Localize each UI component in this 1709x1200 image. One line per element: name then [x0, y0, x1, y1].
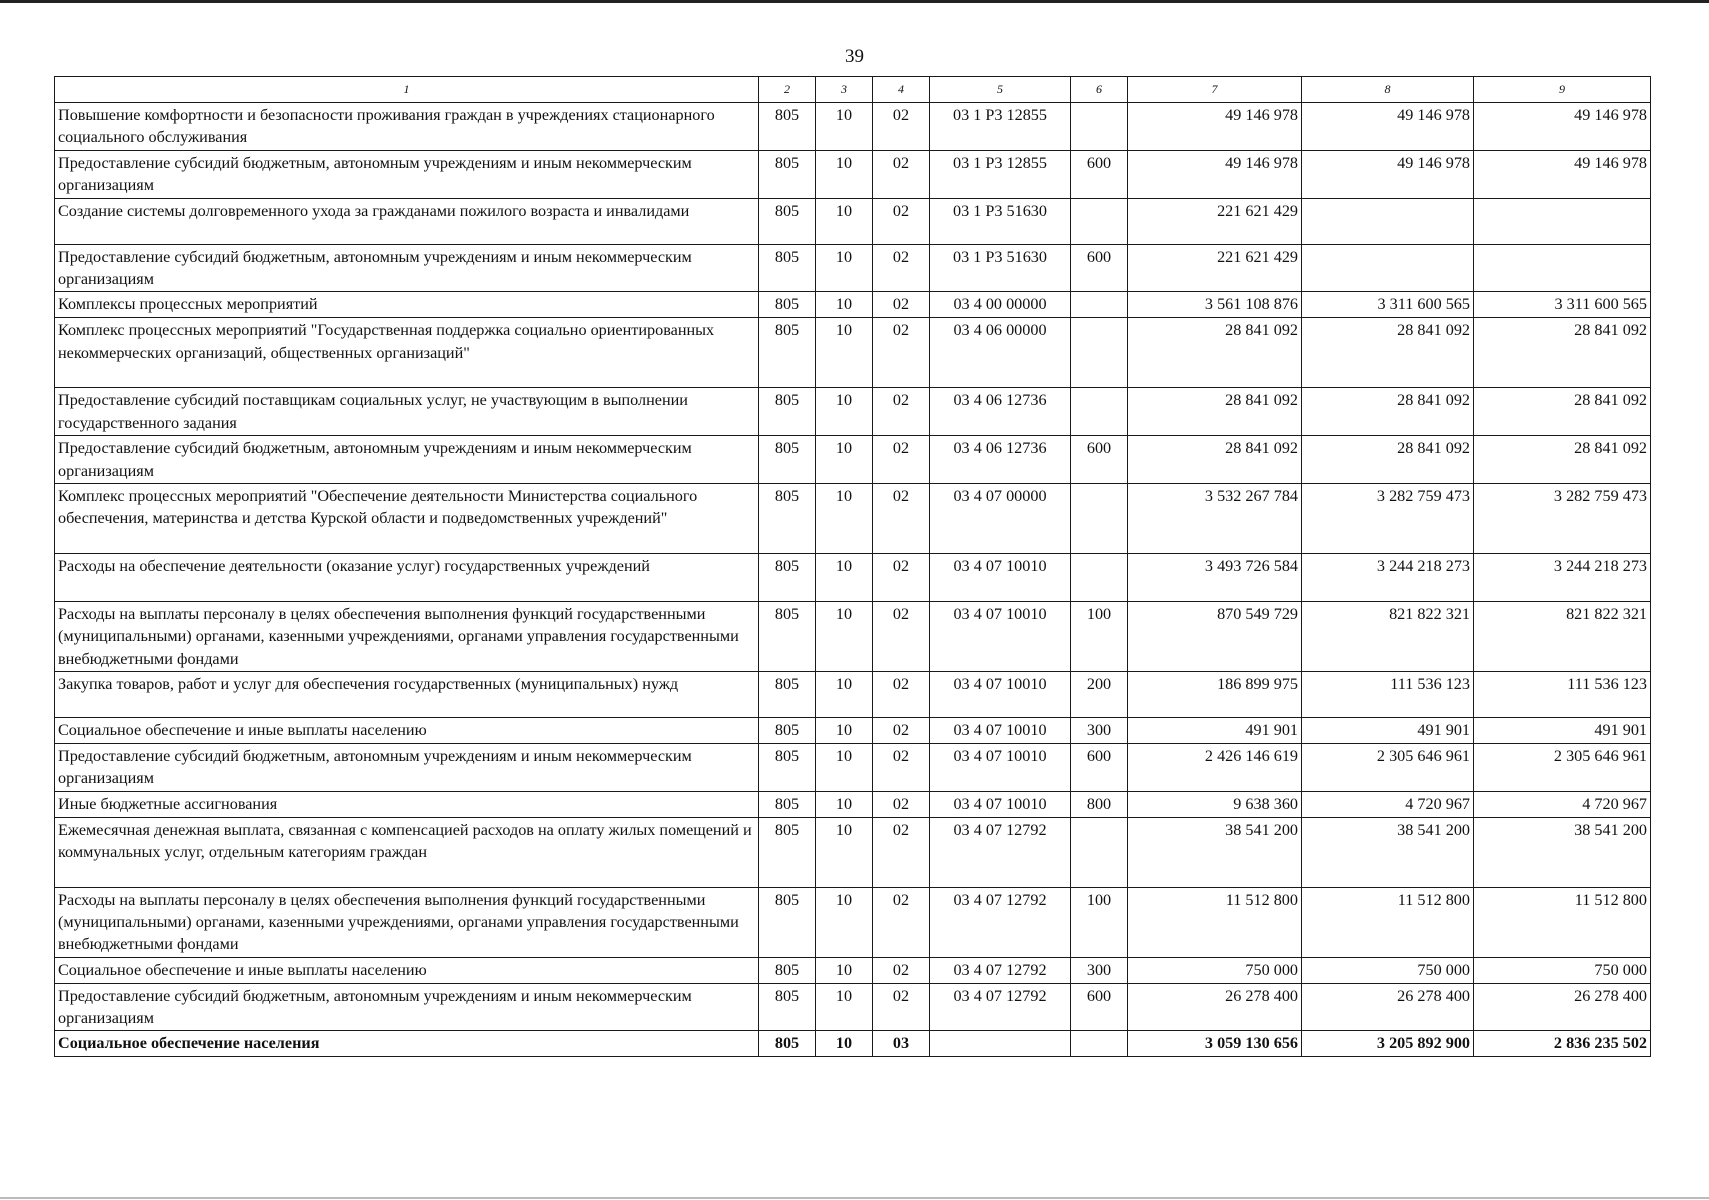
table-row [55, 103, 1651, 151]
table-row [55, 671, 1651, 717]
table-row [55, 553, 1651, 601]
row-admin-code: 805 [759, 244, 816, 292]
row-admin-code: 805 [759, 717, 816, 743]
row-amount-col8: 3 244 218 273 [1302, 553, 1474, 601]
row-name: Расходы на выплаты персоналу в целях обеспечения выполнения функций государственными (муниципальными) органами, казенными учреждениями, органами управления государственными внебюджетными фондами [55, 887, 759, 957]
row-section-code: 10 [816, 957, 873, 983]
row-target-article: 03 1 Р3 12855 [930, 103, 1071, 151]
row-expense-type [1071, 483, 1128, 553]
row-amount-col8: 28 841 092 [1302, 318, 1474, 388]
row-expense-type: 100 [1071, 887, 1128, 957]
row-amount-col8: 3 282 759 473 [1302, 483, 1474, 553]
row-amount-col7: 38 541 200 [1128, 817, 1302, 887]
row-amount-col9 [1474, 244, 1651, 292]
row-section-code: 10 [816, 601, 873, 671]
row-admin-code: 805 [759, 957, 816, 983]
table-row [55, 887, 1651, 957]
row-section-code: 10 [816, 244, 873, 292]
row-expense-type [1071, 292, 1128, 318]
row-name: Комплекс процессных мероприятий "Государственная поддержка социально ориентированных некоммерческих организаций, общественных организаций" [55, 318, 759, 388]
row-amount-col9: 28 841 092 [1474, 318, 1651, 388]
row-subsection-code: 02 [873, 103, 930, 151]
column-header: 1 [55, 77, 759, 103]
row-target-article: 03 4 07 10010 [930, 671, 1071, 717]
row-section-code: 10 [816, 791, 873, 817]
row-section-code: 10 [816, 151, 873, 199]
row-section-code: 10 [816, 1031, 873, 1057]
row-section-code: 10 [816, 292, 873, 318]
row-amount-col8: 28 841 092 [1302, 436, 1474, 484]
row-amount-col7: 3 561 108 876 [1128, 292, 1302, 318]
table-row [55, 483, 1651, 553]
row-admin-code: 805 [759, 817, 816, 887]
row-admin-code: 805 [759, 151, 816, 199]
row-name: Социальное обеспечение и иные выплаты населению [55, 717, 759, 743]
row-subsection-code: 02 [873, 791, 930, 817]
row-amount-col9: 821 822 321 [1474, 601, 1651, 671]
row-admin-code: 805 [759, 436, 816, 484]
row-amount-col8: 49 146 978 [1302, 103, 1474, 151]
row-amount-col7: 221 621 429 [1128, 244, 1302, 292]
row-admin-code: 805 [759, 292, 816, 318]
row-amount-col8: 821 822 321 [1302, 601, 1474, 671]
row-name: Расходы на выплаты персоналу в целях обеспечения выполнения функций государственными (муниципальными) органами, казенными учреждениями, органами управления государственными внебюджетными фондами [55, 601, 759, 671]
table-row [55, 717, 1651, 743]
row-subsection-code: 02 [873, 887, 930, 957]
row-subsection-code: 02 [873, 436, 930, 484]
page-number: 39 [845, 46, 864, 67]
row-target-article [930, 1031, 1071, 1057]
row-name: Предоставление субсидий бюджетным, автономным учреждениям и иным некоммерческим организациям [55, 983, 759, 1031]
row-name: Повышение комфортности и безопасности проживания граждан в учреждениях стационарного социального обслуживания [55, 103, 759, 151]
row-name: Предоставление субсидий поставщикам социальных услуг, не участвующим в выполнении государственного задания [55, 388, 759, 436]
column-header: 4 [873, 77, 930, 103]
row-admin-code: 805 [759, 553, 816, 601]
row-subsection-code: 02 [873, 717, 930, 743]
row-amount-col9: 28 841 092 [1474, 388, 1651, 436]
row-target-article: 03 4 07 10010 [930, 791, 1071, 817]
row-subsection-code: 02 [873, 244, 930, 292]
row-expense-type [1071, 318, 1128, 388]
row-subsection-code: 02 [873, 983, 930, 1031]
row-name: Расходы на обеспечение деятельности (оказание услуг) государственных учреждений [55, 553, 759, 601]
budget-table [54, 76, 1651, 1057]
row-name: Предоставление субсидий бюджетным, автономным учреждениям и иным некоммерческим организациям [55, 244, 759, 292]
row-amount-col9: 38 541 200 [1474, 817, 1651, 887]
row-section-code: 10 [816, 436, 873, 484]
row-admin-code: 805 [759, 198, 816, 244]
row-amount-col9: 3 311 600 565 [1474, 292, 1651, 318]
column-header: 7 [1128, 77, 1302, 103]
row-subsection-code: 03 [873, 1031, 930, 1057]
row-expense-type [1071, 1031, 1128, 1057]
row-section-code: 10 [816, 483, 873, 553]
row-target-article: 03 4 06 12736 [930, 388, 1071, 436]
row-subsection-code: 02 [873, 601, 930, 671]
row-name: Социальное обеспечение и иные выплаты населению [55, 957, 759, 983]
row-target-article: 03 4 07 10010 [930, 717, 1071, 743]
row-section-code: 10 [816, 717, 873, 743]
row-amount-col8 [1302, 244, 1474, 292]
row-amount-col8: 750 000 [1302, 957, 1474, 983]
table-row [55, 1031, 1651, 1057]
row-amount-col7: 28 841 092 [1128, 388, 1302, 436]
row-target-article: 03 4 07 10010 [930, 743, 1071, 791]
row-expense-type: 600 [1071, 151, 1128, 199]
row-amount-col8: 2 305 646 961 [1302, 743, 1474, 791]
row-subsection-code: 02 [873, 292, 930, 318]
row-subsection-code: 02 [873, 388, 930, 436]
row-expense-type: 600 [1071, 436, 1128, 484]
row-expense-type: 300 [1071, 717, 1128, 743]
column-header: 8 [1302, 77, 1474, 103]
row-subsection-code: 02 [873, 817, 930, 887]
column-header: 5 [930, 77, 1071, 103]
row-admin-code: 805 [759, 983, 816, 1031]
row-amount-col7: 186 899 975 [1128, 671, 1302, 717]
row-amount-col8: 111 536 123 [1302, 671, 1474, 717]
row-target-article: 03 4 00 00000 [930, 292, 1071, 318]
row-section-code: 10 [816, 198, 873, 244]
row-name: Комплексы процессных мероприятий [55, 292, 759, 318]
row-amount-col9: 3 244 218 273 [1474, 553, 1651, 601]
table-row [55, 292, 1651, 318]
row-name: Закупка товаров, работ и услуг для обеспечения государственных (муниципальных) нужд [55, 671, 759, 717]
row-admin-code: 805 [759, 1031, 816, 1057]
row-target-article: 03 4 06 00000 [930, 318, 1071, 388]
table-row [55, 983, 1651, 1031]
table-row [55, 388, 1651, 436]
table-row [55, 957, 1651, 983]
row-section-code: 10 [816, 103, 873, 151]
row-admin-code: 805 [759, 743, 816, 791]
row-target-article: 03 4 07 12792 [930, 887, 1071, 957]
row-expense-type [1071, 198, 1128, 244]
row-admin-code: 805 [759, 791, 816, 817]
row-subsection-code: 02 [873, 743, 930, 791]
row-name: Предоставление субсидий бюджетным, автономным учреждениям и иным некоммерческим организациям [55, 436, 759, 484]
row-amount-col7: 28 841 092 [1128, 436, 1302, 484]
table-row [55, 244, 1651, 292]
row-section-code: 10 [816, 553, 873, 601]
budget-table-body [55, 103, 1651, 1057]
table-row [55, 151, 1651, 199]
row-admin-code: 805 [759, 388, 816, 436]
row-amount-col8: 3 205 892 900 [1302, 1031, 1474, 1057]
row-admin-code: 805 [759, 887, 816, 957]
row-amount-col7: 49 146 978 [1128, 103, 1302, 151]
row-amount-col7: 2 426 146 619 [1128, 743, 1302, 791]
row-target-article: 03 4 07 12792 [930, 957, 1071, 983]
row-amount-col7: 870 549 729 [1128, 601, 1302, 671]
row-expense-type: 100 [1071, 601, 1128, 671]
row-subsection-code: 02 [873, 151, 930, 199]
row-amount-col8: 11 512 800 [1302, 887, 1474, 957]
table-row [55, 743, 1651, 791]
row-amount-col7: 491 901 [1128, 717, 1302, 743]
row-target-article: 03 4 06 12736 [930, 436, 1071, 484]
table-row [55, 198, 1651, 244]
row-admin-code: 805 [759, 483, 816, 553]
row-amount-col8: 28 841 092 [1302, 388, 1474, 436]
row-admin-code: 805 [759, 318, 816, 388]
row-amount-col8: 3 311 600 565 [1302, 292, 1474, 318]
row-amount-col9: 28 841 092 [1474, 436, 1651, 484]
table-row [55, 791, 1651, 817]
row-expense-type [1071, 817, 1128, 887]
row-name: Социальное обеспечение населения [55, 1031, 759, 1057]
row-subsection-code: 02 [873, 553, 930, 601]
row-amount-col9: 4 720 967 [1474, 791, 1651, 817]
row-amount-col7: 9 638 360 [1128, 791, 1302, 817]
scan-top-edge [0, 0, 1709, 3]
table-row [55, 436, 1651, 484]
row-amount-col8: 49 146 978 [1302, 151, 1474, 199]
row-amount-col7: 3 532 267 784 [1128, 483, 1302, 553]
row-admin-code: 805 [759, 601, 816, 671]
row-amount-col7: 11 512 800 [1128, 887, 1302, 957]
table-row [55, 817, 1651, 887]
row-section-code: 10 [816, 983, 873, 1031]
row-amount-col7: 28 841 092 [1128, 318, 1302, 388]
row-section-code: 10 [816, 671, 873, 717]
row-amount-col8: 491 901 [1302, 717, 1474, 743]
row-section-code: 10 [816, 817, 873, 887]
row-amount-col8 [1302, 198, 1474, 244]
row-amount-col7: 49 146 978 [1128, 151, 1302, 199]
row-expense-type [1071, 553, 1128, 601]
row-admin-code: 805 [759, 103, 816, 151]
row-amount-col9: 3 282 759 473 [1474, 483, 1651, 553]
row-expense-type: 600 [1071, 743, 1128, 791]
row-name: Предоставление субсидий бюджетным, автономным учреждениям и иным некоммерческим организациям [55, 743, 759, 791]
row-amount-col9: 49 146 978 [1474, 151, 1651, 199]
row-section-code: 10 [816, 388, 873, 436]
row-subsection-code: 02 [873, 483, 930, 553]
row-target-article: 03 4 07 00000 [930, 483, 1071, 553]
row-amount-col9 [1474, 198, 1651, 244]
column-header: 2 [759, 77, 816, 103]
column-header: 3 [816, 77, 873, 103]
row-name: Ежемесячная денежная выплата, связанная с компенсацией расходов на оплату жилых помещений и коммунальных услуг, отдельным категориям граждан [55, 817, 759, 887]
row-section-code: 10 [816, 318, 873, 388]
row-admin-code: 805 [759, 671, 816, 717]
row-name: Иные бюджетные ассигнования [55, 791, 759, 817]
row-expense-type: 300 [1071, 957, 1128, 983]
column-header: 9 [1474, 77, 1651, 103]
row-subsection-code: 02 [873, 957, 930, 983]
row-amount-col9: 2 836 235 502 [1474, 1031, 1651, 1057]
row-target-article: 03 4 07 10010 [930, 601, 1071, 671]
row-amount-col8: 26 278 400 [1302, 983, 1474, 1031]
row-target-article: 03 1 Р3 51630 [930, 244, 1071, 292]
row-amount-col7: 3 493 726 584 [1128, 553, 1302, 601]
row-amount-col7: 221 621 429 [1128, 198, 1302, 244]
row-amount-col9: 491 901 [1474, 717, 1651, 743]
row-target-article: 03 1 Р3 51630 [930, 198, 1071, 244]
row-name: Создание системы долговременного ухода за гражданами пожилого возраста и инвалидами [55, 198, 759, 244]
row-amount-col7: 26 278 400 [1128, 983, 1302, 1031]
row-target-article: 03 4 07 12792 [930, 817, 1071, 887]
row-subsection-code: 02 [873, 318, 930, 388]
row-section-code: 10 [816, 743, 873, 791]
row-amount-col9: 49 146 978 [1474, 103, 1651, 151]
row-subsection-code: 02 [873, 198, 930, 244]
table-row [55, 601, 1651, 671]
column-header: 6 [1071, 77, 1128, 103]
scan-bottom-edge [0, 1197, 1709, 1199]
row-amount-col8: 4 720 967 [1302, 791, 1474, 817]
row-expense-type: 600 [1071, 244, 1128, 292]
row-expense-type [1071, 388, 1128, 436]
row-section-code: 10 [816, 887, 873, 957]
table-row [55, 318, 1651, 388]
row-target-article: 03 4 07 12792 [930, 983, 1071, 1031]
row-name: Предоставление субсидий бюджетным, автономным учреждениям и иным некоммерческим организациям [55, 151, 759, 199]
row-amount-col9: 750 000 [1474, 957, 1651, 983]
row-expense-type: 200 [1071, 671, 1128, 717]
row-expense-type [1071, 103, 1128, 151]
row-name: Комплекс процессных мероприятий "Обеспечение деятельности Министерства социального обеспечения, материнства и детства Курской области и подведомственных учреждений" [55, 483, 759, 553]
row-amount-col7: 750 000 [1128, 957, 1302, 983]
row-amount-col9: 2 305 646 961 [1474, 743, 1651, 791]
row-target-article: 03 1 Р3 12855 [930, 151, 1071, 199]
row-amount-col8: 38 541 200 [1302, 817, 1474, 887]
row-expense-type: 600 [1071, 983, 1128, 1031]
row-subsection-code: 02 [873, 671, 930, 717]
header-row [55, 77, 1651, 103]
row-amount-col9: 26 278 400 [1474, 983, 1651, 1031]
row-amount-col9: 11 512 800 [1474, 887, 1651, 957]
row-amount-col7: 3 059 130 656 [1128, 1031, 1302, 1057]
row-expense-type: 800 [1071, 791, 1128, 817]
row-amount-col9: 111 536 123 [1474, 671, 1651, 717]
row-target-article: 03 4 07 10010 [930, 553, 1071, 601]
